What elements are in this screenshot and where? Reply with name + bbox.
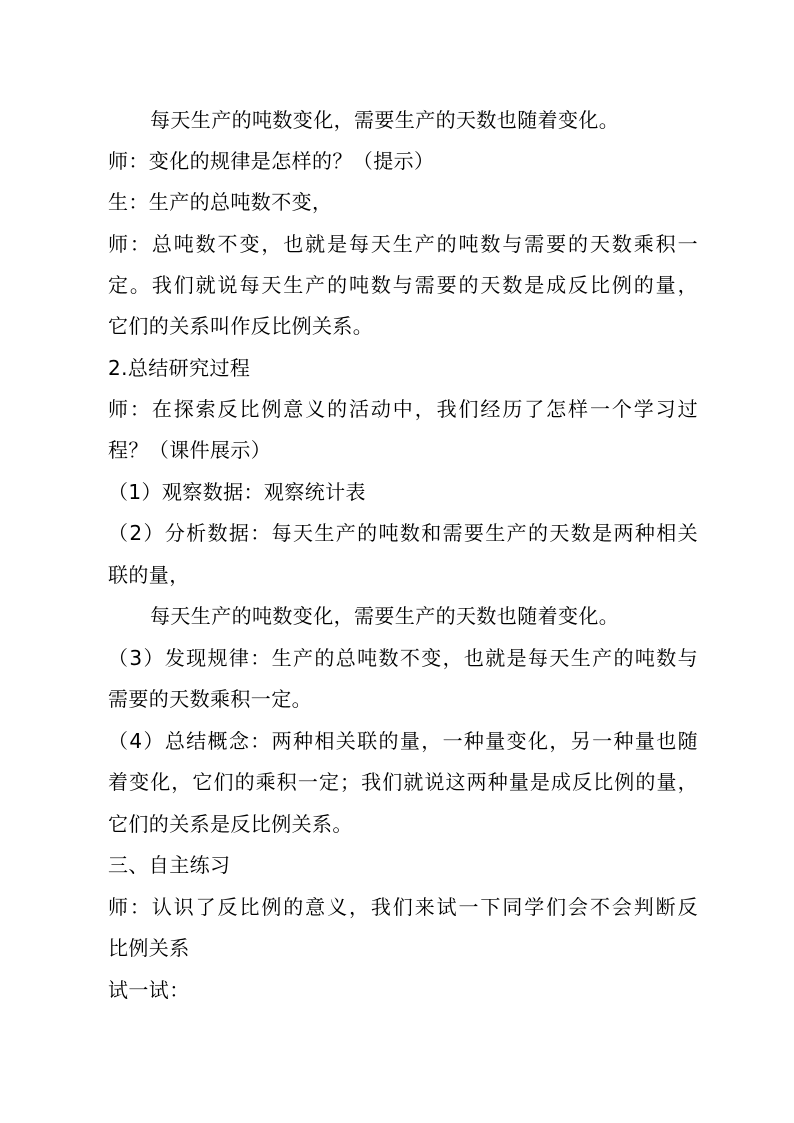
paragraph-line: 师：在探索反比例意义的活动中，我们经历了怎样一个学习过 — [108, 397, 698, 421]
paragraph-line: 生：生产的总吨数不变， — [108, 190, 333, 214]
list-item-continuation: 联的量， — [108, 563, 190, 587]
paragraph-line: 师：认识了反比例的意义，我们来试一下同学们会不会判断反 — [108, 895, 698, 919]
paragraph-line: 师：总吨数不变，也就是每天生产的吨数与需要的天数乘积一 — [108, 232, 698, 256]
paragraph-line: 每天生产的吨数变化，需要生产的天数也随着变化。 — [150, 604, 620, 628]
list-item: （1）观察数据：观察统计表 — [108, 480, 366, 504]
section-heading: 三、自主练习 — [108, 853, 231, 877]
paragraph-line: 程？（课件展示） — [108, 438, 272, 462]
list-item-continuation: 需要的天数乘积一定。 — [108, 687, 312, 711]
paragraph-line: 试一试： — [108, 978, 190, 1002]
section-heading: 2.总结研究过程 — [108, 356, 251, 380]
paragraph-line: 每天生产的吨数变化，需要生产的天数也随着变化。 — [150, 108, 620, 132]
paragraph-line: 比例关系 — [108, 936, 190, 960]
paragraph-line: 定。我们就说每天生产的吨数与需要的天数是成反比例的量， — [108, 273, 698, 297]
paragraph-line: 师：变化的规律是怎样的？（提示） — [108, 149, 435, 173]
paragraph-line: 它们的关系叫作反比例关系。 — [108, 314, 374, 338]
list-item-continuation: 着变化，它们的乘积一定；我们就说这两种量是成反比例的量， — [108, 770, 698, 794]
list-item: （4）总结概念：两种相关联的量，一种量变化，另一种量也随 — [108, 729, 698, 753]
list-item-continuation: 它们的关系是反比例关系。 — [108, 812, 353, 836]
list-item: （2）分析数据：每天生产的吨数和需要生产的天数是两种相关 — [108, 521, 698, 545]
list-item: （3）发现规律：生产的总吨数不变，也就是每天生产的吨数与 — [108, 646, 698, 670]
